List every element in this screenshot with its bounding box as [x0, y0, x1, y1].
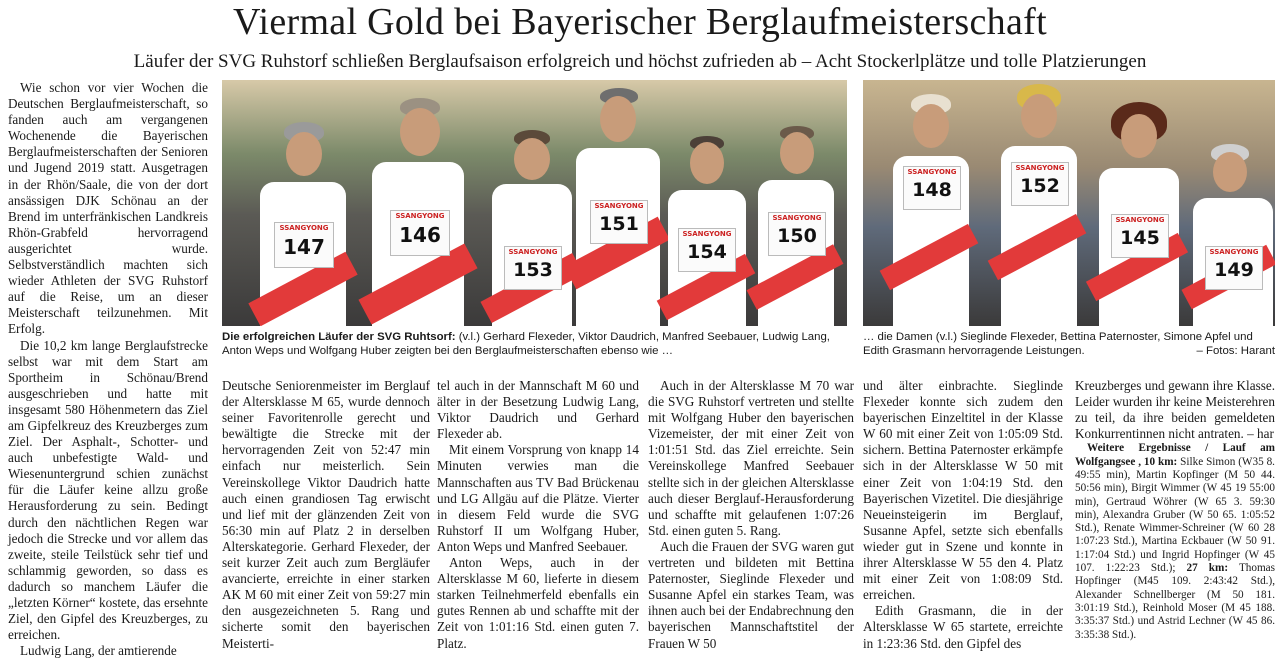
runner-figure — [1089, 106, 1189, 326]
paragraph: Auch die Frauen der SVG waren gut vertreten und bildeten mit Bettina Paternoster, Sieglinde Flexeder und Susanne Apfel ein starkes Team, was ihnen auch bei der Endabrechnung den bayerischen Mannschaftstitel der Frauen W 50 — [648, 538, 854, 651]
article-column-4 — [648, 378, 854, 652]
paragraph: und älter einbrachte. Sieglinde Flexeder konnte sich zudem den bayerischen Einzeltitel in der Klasse W 60 mit einer Zeit von 1:05:09 Std. sichern. Bettina Paternoster erkämpfe sich in der Altersklasse W 50 mit einer Zeit von 1:04:19 Std. den Bayerischen Vizetitel. Die diesjährige Neueinsteigerin im Berglauf, Susanne Apfel, setzte sich ebenfalls wieder gut in Szene und konnte in ihrer Altersklasse W 55 den 4. Platz mit einer Zeit von 1:08:09 Std. erreichen. — [863, 378, 1063, 603]
results-box — [1075, 442, 1275, 641]
runner-figure — [362, 100, 472, 326]
runner-figure — [484, 126, 580, 326]
race-bib: SSANGYONG 147 — [274, 222, 334, 268]
paragraph: Ludwig Lang, der amtierende — [20, 643, 177, 659]
caption-text: (v.l.) Gerhard Flexeder, Viktor Daudrich, Manfred Seebauer, Ludwig Lang, Anton Weps und Wolfgang Huber zeigten bei den Berglaufmeisterschaften ebenso wie … — [222, 331, 830, 357]
headline: Viermal Gold bei Bayerischer Berglaufmeisterschaft — [233, 1, 1047, 43]
results-subheading: 27 km: — [1175, 562, 1229, 575]
paragraph: Deutsche Seniorenmeister im Berglauf der Altersklasse M 65, wurde dennoch seiner Favoritenrolle gerecht und bewältigte die Strecke mit der hervorragenden Zeit von 52:47 min einfach nur meisterlich. Sein Vereinskollege Viktor Daudrich hatte auch einen grandiosen Tag erwischt und lief mit der glänzenden Zeit von 56:30 min auf Platz 2 in derselben Alterskategorie. Gerhard Flexeder, der seit kurzer Zeit auch zum Bergläufer avancierte, erreichte in einer starken AK M 60 mit einer Zeit von 59:27 min den ausgezeichneten 5. Rang und sicherte somit den bayerischen Meisterti- — [222, 378, 430, 651]
article-column-6 — [1075, 378, 1275, 642]
runner-figure — [1185, 146, 1275, 326]
subheadline: Läufer der SVG Ruhstorf schließen Berglaufsaison erfolgreich und höchst zufrieden ab – Acht Stockerlplätze und tolle Platzierungen — [133, 51, 1147, 72]
race-bib: SSANGYONG 153 — [504, 246, 562, 290]
runner-figure — [660, 136, 754, 326]
caption-text: … die Damen (v.l.) Sieglinde Flexeder, Bettina Paternoster, Simone Apfel und Edith Grasmann hervorragende Leistungen. — [863, 331, 1253, 357]
photo-men-runners — [222, 80, 847, 326]
paragraph: tel auch in der Mannschaft M 60 und älter in der Besetzung Ludwig Lang, Viktor Daudrich und Gerhard Flexeder ab. — [437, 378, 639, 442]
article-column-2 — [222, 378, 430, 652]
caption-lead: Die erfolgreichen Läufer der SVG Ruhtsorf: — [222, 331, 456, 343]
runner-figure — [252, 126, 352, 326]
race-bib: SSANGYONG 145 — [1111, 214, 1169, 258]
results-text: Thomas Hopfinger (M45 109. 2:43:42 Std.), Alexander Schnellberger (M 50 181. 3:01:19 Std.), Reinhold Moser (M 45 188. 3:35:37 Std.) und Astrid Lechner (W 45 86. 3:35:38 Std.). — [1075, 562, 1275, 641]
runner-figure — [568, 90, 666, 326]
photo-credit: – Fotos: Harant — [1196, 345, 1275, 357]
article-column-5 — [863, 378, 1063, 652]
race-bib: SSANGYONG 151 — [590, 200, 648, 244]
results-text: Silke Simon (W35 8. 49:55 min), Martin Kopfinger (M 50 44. 50:56 min), Birgit Wimmer (W 45 19 55:00 min), Gertraud Wöhrer (W 65 3. 59:30 min), Alexandra Gruber (W 50 65. 1:05:52 Std.), Renate Wimmer-Schreiner (W 60 28 1:07:23 Std.), Martina Eckbauer (W 50 91. 1:17:04 Std.) und Ingrid Hopfinger (W 45 107. 1:22:23 Std.); — [1075, 455, 1275, 575]
photo-caption-women — [863, 330, 1275, 358]
article-column-3 — [437, 378, 639, 652]
paragraph: Kreuzberges und gewann ihre Klasse. Leider wurden ihr keine Meisterehren zu teil, da ihre beiden gemeldeten Konkurrentinnen nicht antraten. – har — [1075, 378, 1275, 442]
article-column-1 — [8, 80, 208, 659]
paragraph: Anton Weps, auch in der Altersklasse M 60, lieferte in diesem starken Teilnehmerfeld ebenfalls ein gutes Rennen ab und schaffte mit der Zeit von 1:01:16 Std. einen guten 7. Platz. — [437, 555, 639, 651]
race-bib: SSANGYONG 146 — [390, 210, 450, 256]
race-bib: SSANGYONG 149 — [1205, 246, 1263, 290]
paragraph: Mit einem Vorsprung von knapp 14 Minuten verwies man die Mannschaften aus TV Bad Brückenau und LG Allgäu auf die Plätze. Vierter in diesem Feld wurde die SVG Ruhstorf II um Wolfgang Huber, Anton Weps und Manfred Seebauer. — [437, 442, 639, 554]
photo-women-runners — [863, 80, 1275, 326]
paragraph: Die 10,2 km lange Berglaufstrecke selbst war mit dem Start am Sportheim in Schönau/Brend ausgeschrieben und hatte mit insgesamt 580 Höhenmetern das Ziel am Gipfelkreuz des Kreuzberges zum Ziel. Der Asphalt-, Schotter- und auch unbefestigte Wald- und Wiesenuntergrund schien zunächst für die Läufer keine allzu große Herausforderung zu sein. Bedingt durch den nächtlichen Regen war jedoch die Strecke und vor allem das zweite, steile Teilstück sehr tief und schlammig geworden, so dass es dadurch so manchem Läufer die „letzten Körner“ kostete, das ersehnte Ziel, den Gipfel des Kreuzberges, zu erreichen. — [8, 337, 208, 643]
paragraph: Edith Grasmann, die in der Altersklasse W 65 startete, erreichte in 1:23:36 Std. den Gipfel des — [863, 603, 1063, 651]
paragraph: Wie schon vor vier Wochen die Deutschen Berglaufmeisterschaft, so fanden auch am vergangenen Wochenende die Bayerischen Berglaufmeisterschaften der Senioren und Jugend 2019 statt. Ausgetragen in der Rhön/Saale, die von der dort ansässigen DJK Schönau an der Brend im unterfränkischen Landkreis Rhön-Grabfeld hervorragend ausgerichtet wurde. Selbstverständlich machten sich wieder Athleten der SVG Ruhstorf auf die Reise, um an dieser Meisterschaft teilzunehmen. Mit Erfolg. — [8, 80, 208, 337]
race-bib: SSANGYONG 154 — [678, 228, 736, 272]
race-bib: SSANGYONG 150 — [768, 212, 826, 256]
race-bib: SSANGYONG 148 — [903, 166, 961, 210]
runner-figure — [991, 86, 1087, 326]
results-heading: Weitere Ergebnisse / Lauf am Wolfgangsee , 10 km: — [1075, 442, 1275, 468]
paragraph: Auch in der Altersklasse M 70 war die SVG Ruhstorf vertreten und stellte mit Wolfgang Huber den bayerischen Vizemeister, der mit einer Zeit von 1:01:51 Std. das Ziel erreichte. Sein Vereinskollege Manfred Seebauer stellte sich in der gleichen Altersklasse auch dieser Berglauf-Herausforderung und schaffte mit gelaufenen 1:07:26 Std. einen guten 5. Rang. — [648, 378, 854, 538]
runner-figure — [883, 96, 979, 326]
photo-caption-men — [222, 330, 847, 358]
race-bib: SSANGYONG 152 — [1011, 162, 1069, 206]
runner-figure — [750, 126, 842, 326]
